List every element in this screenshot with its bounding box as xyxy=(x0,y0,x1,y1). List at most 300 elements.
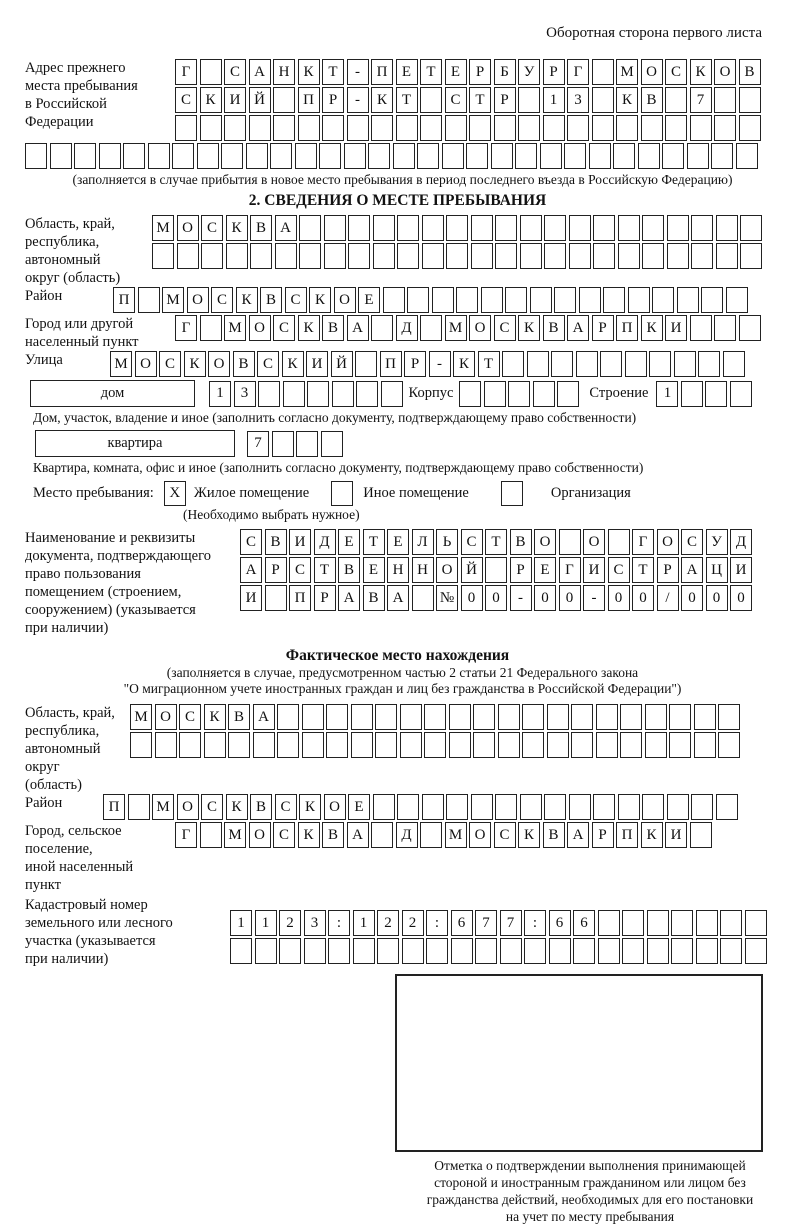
char-cell: М xyxy=(445,822,467,848)
char-cell: Р xyxy=(510,557,532,583)
char-cell xyxy=(726,287,748,313)
char-cell xyxy=(473,732,495,758)
char-cell xyxy=(258,381,280,407)
char-cell xyxy=(589,143,611,169)
char-cell: С xyxy=(175,87,197,113)
region-row-2 xyxy=(152,243,762,269)
char-cell xyxy=(373,215,395,241)
char-cell: И xyxy=(224,87,246,113)
char-cell xyxy=(277,732,299,758)
char-cell: В xyxy=(233,351,255,377)
char-cell: Д xyxy=(396,315,418,341)
char-cell: Р xyxy=(592,822,614,848)
char-cell: И xyxy=(665,822,687,848)
apartment-cells xyxy=(247,431,343,457)
char-cell xyxy=(393,143,415,169)
prev-address-rows xyxy=(175,59,761,141)
char-cell: : xyxy=(524,910,546,936)
char-cell: 0 xyxy=(461,585,483,611)
char-cell: 0 xyxy=(608,585,630,611)
char-cell xyxy=(520,215,542,241)
char-cell xyxy=(459,381,481,407)
char-cell: 3 xyxy=(567,87,589,113)
cadastral-block xyxy=(25,896,800,968)
char-cell: И xyxy=(665,315,687,341)
char-cell: К xyxy=(298,315,320,341)
char-cell xyxy=(221,143,243,169)
char-cell: 3 xyxy=(234,381,256,407)
char-cell xyxy=(593,243,615,269)
actual-region-label: Область, край, республика, автономный округ (область) xyxy=(25,705,115,793)
char-cell: С xyxy=(445,87,467,113)
char-cell xyxy=(716,794,738,820)
char-cell xyxy=(371,315,393,341)
char-cell: Р xyxy=(322,87,344,113)
actual-location-title: Фактическое место нахождения xyxy=(285,647,510,664)
char-cell xyxy=(665,115,687,141)
korpus-cells xyxy=(459,381,579,407)
char-cell: С xyxy=(201,215,223,241)
street-row xyxy=(110,351,745,377)
char-cell xyxy=(571,732,593,758)
house-cells xyxy=(209,381,403,407)
char-cell: С xyxy=(289,557,311,583)
char-cell xyxy=(296,431,318,457)
char-cell: С xyxy=(257,351,279,377)
char-cell: / xyxy=(657,585,679,611)
char-cell: О xyxy=(641,59,663,85)
char-cell: К xyxy=(226,215,248,241)
char-cell xyxy=(628,287,650,313)
char-cell: 7 xyxy=(500,910,522,936)
char-cell: М xyxy=(110,351,132,377)
char-cell xyxy=(674,351,696,377)
char-cell: Н xyxy=(273,59,295,85)
char-cell: С xyxy=(275,794,297,820)
char-cell xyxy=(469,115,491,141)
char-cell xyxy=(412,585,434,611)
char-cell xyxy=(691,243,713,269)
char-cell: О xyxy=(324,794,346,820)
char-cell: 6 xyxy=(573,910,595,936)
char-cell: Р xyxy=(404,351,426,377)
actual-region-row-1 xyxy=(130,704,740,730)
char-cell: О xyxy=(714,59,736,85)
district-block xyxy=(25,287,800,313)
title-document-label: Наименование и реквизиты документа, подтверждающего право пользования помещением (строением, сооружением) (указывается при наличии) xyxy=(25,530,211,636)
char-cell: Т xyxy=(478,351,500,377)
char-cell xyxy=(662,143,684,169)
char-cell xyxy=(677,287,699,313)
char-cell: Й xyxy=(331,351,353,377)
stay-type-label: Место пребывания: xyxy=(33,485,154,501)
char-cell: А xyxy=(249,59,271,85)
char-cell: В xyxy=(250,215,272,241)
char-cell xyxy=(645,732,667,758)
stamp-note: Отметка о подтверждении выполнения принимающей стороной и иностранным гражданином или лицом без гражданства действий, необходимых для его постановки на учет по месту пребывания xyxy=(426,1158,754,1224)
char-cell: С xyxy=(665,59,687,85)
char-cell xyxy=(298,115,320,141)
char-cell: Р xyxy=(469,59,491,85)
korpus-label: Корпус xyxy=(408,385,454,401)
char-cell xyxy=(466,143,488,169)
char-cell xyxy=(471,794,493,820)
char-cell: У xyxy=(518,59,540,85)
prev-address-overflow-row xyxy=(25,143,800,169)
char-cell xyxy=(720,910,742,936)
char-cell xyxy=(718,732,740,758)
stroenie-cells xyxy=(656,381,752,407)
char-cell xyxy=(573,938,595,964)
char-cell xyxy=(652,287,674,313)
char-cell xyxy=(520,243,542,269)
char-cell xyxy=(396,115,418,141)
char-cell xyxy=(471,215,493,241)
char-cell: О xyxy=(534,529,556,555)
char-cell: - xyxy=(429,351,451,377)
char-cell: О xyxy=(208,351,230,377)
char-cell xyxy=(613,143,635,169)
char-cell xyxy=(739,87,761,113)
char-cell xyxy=(197,143,219,169)
char-cell xyxy=(273,115,295,141)
char-cell: Н xyxy=(387,557,409,583)
city-row xyxy=(175,315,761,341)
char-cell xyxy=(175,115,197,141)
char-cell: С xyxy=(273,315,295,341)
apartment-block xyxy=(25,430,800,457)
char-cell: Р xyxy=(494,87,516,113)
char-cell: 0 xyxy=(559,585,581,611)
char-cell xyxy=(520,794,542,820)
char-cell xyxy=(564,143,586,169)
char-cell xyxy=(671,938,693,964)
char-cell: С xyxy=(461,529,483,555)
char-cell xyxy=(690,315,712,341)
char-cell: - xyxy=(583,585,605,611)
char-cell xyxy=(449,704,471,730)
char-cell: В xyxy=(641,87,663,113)
char-cell: К xyxy=(309,287,331,313)
char-cell xyxy=(275,243,297,269)
char-cell xyxy=(226,243,248,269)
char-cell: И xyxy=(306,351,328,377)
char-cell xyxy=(495,243,517,269)
char-cell: Р xyxy=(314,585,336,611)
char-cell: С xyxy=(201,794,223,820)
char-cell xyxy=(368,143,390,169)
char-cell: Ь xyxy=(436,529,458,555)
char-cell: Р xyxy=(265,557,287,583)
char-cell: С xyxy=(273,822,295,848)
char-cell xyxy=(714,87,736,113)
char-cell: Р xyxy=(657,557,679,583)
char-cell xyxy=(569,215,591,241)
char-cell xyxy=(667,794,689,820)
char-cell xyxy=(299,215,321,241)
char-cell xyxy=(576,351,598,377)
char-cell: Т xyxy=(420,59,442,85)
stay-type-checkbox-residential xyxy=(164,481,186,506)
char-cell: Т xyxy=(396,87,418,113)
char-cell: Е xyxy=(358,287,380,313)
char-cell: С xyxy=(224,59,246,85)
char-cell: : xyxy=(328,910,350,936)
char-cell xyxy=(328,938,350,964)
char-cell xyxy=(642,243,664,269)
stay-type-row xyxy=(25,480,800,507)
char-cell xyxy=(647,910,669,936)
char-cell xyxy=(665,87,687,113)
title-document-row-2 xyxy=(240,557,752,583)
char-cell xyxy=(424,732,446,758)
char-cell: В xyxy=(260,287,282,313)
char-cell xyxy=(618,215,640,241)
char-cell: О xyxy=(657,529,679,555)
char-cell xyxy=(324,215,346,241)
char-cell: В xyxy=(338,557,360,583)
char-cell: Е xyxy=(396,59,418,85)
char-cell xyxy=(246,143,268,169)
house-box-label: дом xyxy=(30,380,195,407)
char-cell xyxy=(543,115,565,141)
char-cell: М xyxy=(224,315,246,341)
char-cell: Б xyxy=(494,59,516,85)
char-cell xyxy=(351,732,373,758)
char-cell: Т xyxy=(363,529,385,555)
char-cell xyxy=(544,243,566,269)
char-cell xyxy=(451,938,473,964)
char-cell: В xyxy=(322,822,344,848)
char-cell xyxy=(669,704,691,730)
cadastral-rows xyxy=(230,910,767,964)
street-label: Улица xyxy=(25,352,63,368)
char-cell xyxy=(593,215,615,241)
region-label: Область, край, республика, автономный округ (область) xyxy=(25,216,121,286)
char-cell xyxy=(422,215,444,241)
char-cell xyxy=(123,143,145,169)
char-cell: Г xyxy=(175,59,197,85)
prev-address-block xyxy=(25,59,800,141)
char-cell xyxy=(618,243,640,269)
char-cell xyxy=(616,115,638,141)
char-cell: О xyxy=(334,287,356,313)
char-cell: 1 xyxy=(353,910,375,936)
char-cell xyxy=(667,243,689,269)
actual-city-label: Город, сельское поселение, иной населенный пункт xyxy=(25,823,134,893)
char-cell xyxy=(530,287,552,313)
char-cell: О xyxy=(249,315,271,341)
char-cell xyxy=(515,143,537,169)
char-cell: О xyxy=(135,351,157,377)
char-cell: А xyxy=(347,315,369,341)
actual-district-label: Район xyxy=(25,795,63,811)
char-cell xyxy=(494,115,516,141)
char-cell xyxy=(417,143,439,169)
char-cell: В xyxy=(543,822,565,848)
char-cell xyxy=(484,381,506,407)
region-rows xyxy=(152,215,762,269)
char-cell xyxy=(204,732,226,758)
char-cell xyxy=(326,732,348,758)
char-cell xyxy=(319,143,341,169)
stay-type-checkbox-other-premises xyxy=(331,481,353,506)
char-cell xyxy=(302,704,324,730)
char-cell: П xyxy=(616,315,638,341)
char-cell: К xyxy=(518,315,540,341)
char-cell xyxy=(622,910,644,936)
char-cell: У xyxy=(706,529,728,555)
char-cell: С xyxy=(681,529,703,555)
char-cell: Г xyxy=(175,822,197,848)
char-cell xyxy=(255,938,277,964)
char-cell: О xyxy=(177,215,199,241)
char-cell xyxy=(250,243,272,269)
char-cell xyxy=(671,910,693,936)
char-cell: О xyxy=(155,704,177,730)
char-cell: М xyxy=(130,704,152,730)
char-cell xyxy=(522,704,544,730)
char-cell xyxy=(200,315,222,341)
char-cell xyxy=(265,585,287,611)
char-cell: 1 xyxy=(656,381,678,407)
city-block xyxy=(25,315,800,351)
char-cell: О xyxy=(249,822,271,848)
char-cell: С xyxy=(285,287,307,313)
char-cell xyxy=(375,704,397,730)
char-cell: 1 xyxy=(230,910,252,936)
char-cell: 1 xyxy=(209,381,231,407)
char-cell xyxy=(402,938,424,964)
char-cell: М xyxy=(616,59,638,85)
char-cell: К xyxy=(298,59,320,85)
char-cell: О xyxy=(436,557,458,583)
char-cell: М xyxy=(445,315,467,341)
char-cell xyxy=(716,215,738,241)
char-cell xyxy=(25,143,47,169)
char-cell xyxy=(691,794,713,820)
char-cell xyxy=(432,287,454,313)
char-cell: 0 xyxy=(681,585,703,611)
char-cell xyxy=(557,381,579,407)
char-cell: М xyxy=(152,215,174,241)
char-cell: С xyxy=(211,287,233,313)
char-cell: 2 xyxy=(402,910,424,936)
char-cell: Г xyxy=(567,59,589,85)
char-cell: К xyxy=(204,704,226,730)
char-cell xyxy=(375,732,397,758)
actual-city-block xyxy=(25,822,800,894)
char-cell xyxy=(355,351,377,377)
char-cell xyxy=(128,794,150,820)
char-cell: П xyxy=(289,585,311,611)
char-cell: - xyxy=(510,585,532,611)
char-cell xyxy=(502,351,524,377)
char-cell xyxy=(598,938,620,964)
char-cell xyxy=(569,794,591,820)
actual-region-row-2 xyxy=(130,732,740,758)
char-cell: Е xyxy=(348,794,370,820)
char-cell xyxy=(739,315,761,341)
char-cell xyxy=(694,704,716,730)
char-cell xyxy=(322,115,344,141)
char-cell xyxy=(426,938,448,964)
char-cell: К xyxy=(641,822,663,848)
char-cell xyxy=(592,59,614,85)
cadastral-row-2 xyxy=(230,938,767,964)
char-cell xyxy=(200,822,222,848)
char-cell: В xyxy=(543,315,565,341)
char-cell: А xyxy=(275,215,297,241)
char-cell xyxy=(446,215,468,241)
city-label: Город или другой населенный пункт xyxy=(25,316,139,350)
title-document-rows xyxy=(240,529,752,611)
char-cell: В xyxy=(739,59,761,85)
prev-address-row-2 xyxy=(175,87,761,113)
char-cell: В xyxy=(228,704,250,730)
char-cell xyxy=(353,938,375,964)
char-cell: Т xyxy=(322,59,344,85)
char-cell: М xyxy=(224,822,246,848)
char-cell xyxy=(200,59,222,85)
char-cell xyxy=(324,243,346,269)
char-cell xyxy=(669,732,691,758)
char-cell: В xyxy=(265,529,287,555)
char-cell: К xyxy=(518,822,540,848)
char-cell xyxy=(348,215,370,241)
char-cell: Т xyxy=(314,557,336,583)
char-cell: Т xyxy=(469,87,491,113)
prev-address-row-3 xyxy=(175,115,761,141)
char-cell xyxy=(356,381,378,407)
char-cell xyxy=(544,215,566,241)
char-cell: Й xyxy=(461,557,483,583)
char-cell xyxy=(179,732,201,758)
char-cell xyxy=(332,381,354,407)
char-cell xyxy=(326,704,348,730)
char-cell: В xyxy=(510,529,532,555)
char-cell: И xyxy=(583,557,605,583)
char-cell: Т xyxy=(632,557,654,583)
char-cell xyxy=(371,115,393,141)
char-cell xyxy=(299,243,321,269)
prev-address-note: (заполняется в случае прибытия в новое место пребывания в период последнего въезда в Российскую Федерацию) xyxy=(72,172,733,187)
char-cell xyxy=(736,143,758,169)
actual-district-block xyxy=(25,794,800,820)
char-cell xyxy=(456,287,478,313)
char-cell: 6 xyxy=(451,910,473,936)
char-cell xyxy=(304,938,326,964)
char-cell: П xyxy=(616,822,638,848)
char-cell: - xyxy=(347,87,369,113)
char-cell: В xyxy=(250,794,272,820)
char-cell: 1 xyxy=(543,87,565,113)
char-cell: А xyxy=(567,822,589,848)
char-cell xyxy=(649,351,671,377)
char-cell xyxy=(642,215,664,241)
char-cell: М xyxy=(162,287,184,313)
cadastral-label: Кадастровый номер земельного или лесного участка (указывается при наличии) xyxy=(25,897,173,967)
char-cell: Л xyxy=(412,529,434,555)
char-cell: Д xyxy=(314,529,336,555)
char-cell xyxy=(445,115,467,141)
region-block xyxy=(25,215,800,287)
char-cell: Е xyxy=(445,59,467,85)
char-cell xyxy=(485,557,507,583)
char-cell xyxy=(569,243,591,269)
char-cell xyxy=(547,732,569,758)
char-cell: К xyxy=(641,315,663,341)
